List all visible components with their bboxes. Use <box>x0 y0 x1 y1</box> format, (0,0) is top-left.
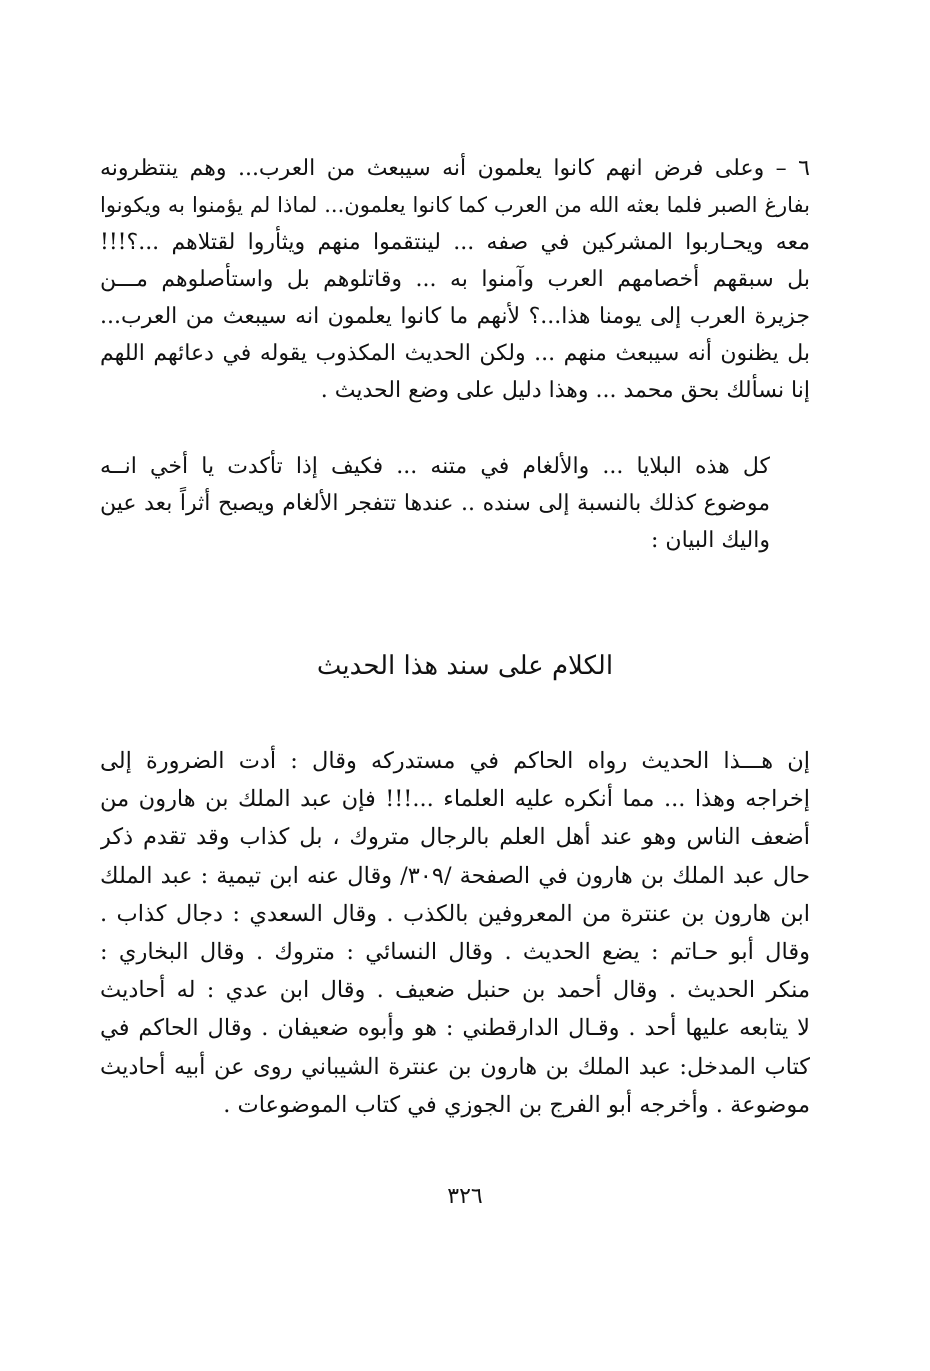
text-line: بفارغ الصبر فلما بعثه الله من العرب كما كانوا يعلمون... لماذا لم يؤمنوا به ويكونوا <box>100 193 810 217</box>
text-line: إنا نسألك بحق محمد ... وهذا دليل على وضع الحديث . <box>320 378 810 403</box>
text-line: إن هـــذا الحديث رواه الحاكم في مستدركه وقال : أدت الضرورة إلى <box>100 748 810 774</box>
text-line: معه ويحـاربوا المشركين في صفه ... لينتقموا منهم ويثأروا لقتلاهم ...؟!!! <box>100 230 810 255</box>
text-line: موضوعة . وأخرجه أبو الفرج بن الجوزي في كتاب الموضوعات . <box>223 1091 810 1118</box>
text-line: حال عبد الملك بن هارون في الصفحة /٣٠٩/ وقال عنه ابن تيمية : عبد الملك <box>100 862 810 889</box>
paragraph-point-six <box>100 150 810 409</box>
text-line: موضوع كذلك بالنسبة إلى سنده .. عندها تتفجر الألغام ويصبح أثراً بعد عين <box>100 491 770 516</box>
text-line: بل سبقهم أخصامهم العرب وآمنوا به ... وقاتلوهم بل واستأصلوهم مـــن <box>100 267 810 292</box>
text-line: وقال أبو حـاتم : يضع الحديث . وقال النسائي : متروك . وقال البخاري : <box>100 939 810 966</box>
text-line: ابن هارون بن عنترة من المعروفين بالكذب . وقال السعدي : دجال كذاب . <box>100 900 810 927</box>
text-line: جزيرة العرب إلى يومنا هذا...؟ لأنهم ما كانوا يعلمون انه سيبعث من العرب... <box>100 304 810 329</box>
paragraph-isnad-discussion <box>100 742 810 1124</box>
text-line: ٦ً – وعلى فرض انهم كانوا يعلمون أنه سيبعث من العرب... وهم ينتظرونه <box>100 156 810 181</box>
section-heading: الكلام على سند هذا الحديث <box>316 651 614 681</box>
text-line: إخراجه وهذا ... مما أنكره عليه العلماء ...!!! فإن عبد الملك بن هارون من <box>100 786 810 813</box>
text-line: منكر الحديث . وقال أحمد بن حنبل ضعيف . وقال ابن عدي : له أحاديث <box>100 977 810 1004</box>
paragraph-summary <box>100 448 770 559</box>
text-line: أضعف الناس وهو عند أهل العلم بالرجال متروك ، بل كذاب وقد تقدم ذكر <box>100 824 810 851</box>
text-line: واليك البيان : <box>651 528 770 553</box>
text-line: بل يظنون أنه سيبعث منهم ... ولكن الحديث المكذوب يقوله في دعائهم اللهم <box>100 341 810 366</box>
text-line: كل هذه البلايا ... والألغام في متنه ... فكيف إذا تأكدت يا أخي انــه <box>100 454 770 479</box>
page-number: ٣٢٦ <box>447 1184 483 1209</box>
text-line: كتاب المدخل: عبد الملك بن هارون بن عنترة الشيباني روى عن أبيه أحاديث <box>100 1053 810 1080</box>
text-line: لا يتابعه عليها أحد . وقـال الدارقطني : هو وأبوه ضعيفان . وقال الحاكم في <box>100 1015 810 1042</box>
